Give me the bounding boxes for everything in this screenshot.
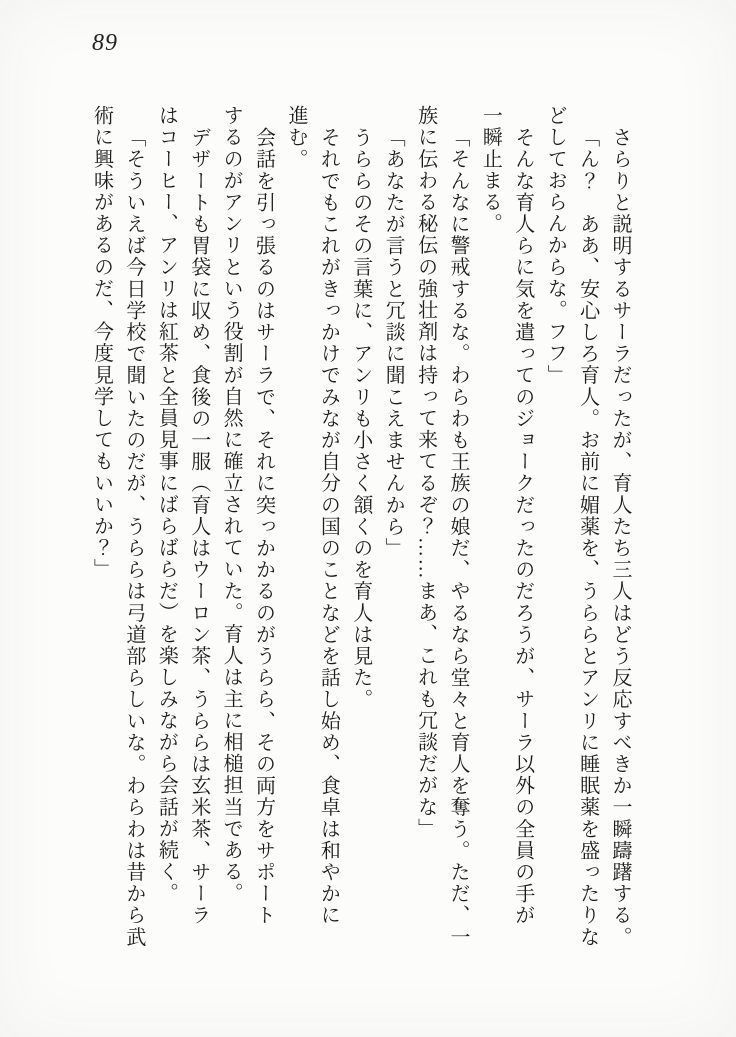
text-line: 族に伝わる秘伝の強壮剤は持って来てるぞ？……まあ、これも冗談だがな」 — [414, 105, 437, 840]
text-line: 「ん？ ああ、安心しろ育人。お前に媚薬を、うららとアンリに睡眠薬を盛ったりな — [576, 126, 599, 948]
text-line: うららのその言葉に、アンリも小さく頷くのを育人は見た。 — [349, 126, 372, 710]
text-line: 「そういえば今日学校で聞いたのだが、うららは弓道部らしいな。わらわは昔から武 — [122, 126, 145, 948]
text-line: 術に興味があるのだ、今度見学してもいいか？」 — [90, 105, 113, 581]
text-line: 一瞬止まる。 — [479, 105, 502, 235]
text-line: 「あなたが言うと冗談に聞こえませんから」 — [382, 126, 405, 559]
text-line: それでもこれがきっかけでみなが自分の国のことなどを話し始め、食卓は和やかに — [317, 126, 340, 926]
text-columns — [85, 105, 636, 951]
text-line: 進む。 — [284, 105, 307, 170]
text-line: 「そんなに警戒するな。わらわも王族の娘だ、やるなら堂々と育人を奪う。ただ、一 — [446, 126, 469, 948]
text-line: どしておらんからな。フフ」 — [544, 105, 567, 386]
text-line: デザートも胃袋に収め、食後の一服（育人はウーロン茶、うららは玄米茶、サーラ — [187, 126, 210, 926]
text-line: さらりと説明するサーラだったが、育人たち三人はどう反応すべきか一瞬躊躇する。 — [609, 126, 631, 948]
text-line: 会話を引っ張るのはサーラで、それに突っかかるのがうらら、その両方をサポート — [252, 126, 275, 926]
text-line: そんな育人らに気を遣ってのジョークだったのだろうが、サーラ以外の全員の手が — [511, 126, 534, 926]
text-line: するのがアンリという役割が自然に確立されていた。育人は主に相槌担当である。 — [220, 105, 243, 905]
page-number: 89 — [92, 30, 118, 56]
text-line: はコーヒー、アンリは紅茶と全員見事にばらばらだ）を楽しみながら会話が続く。 — [155, 105, 178, 905]
